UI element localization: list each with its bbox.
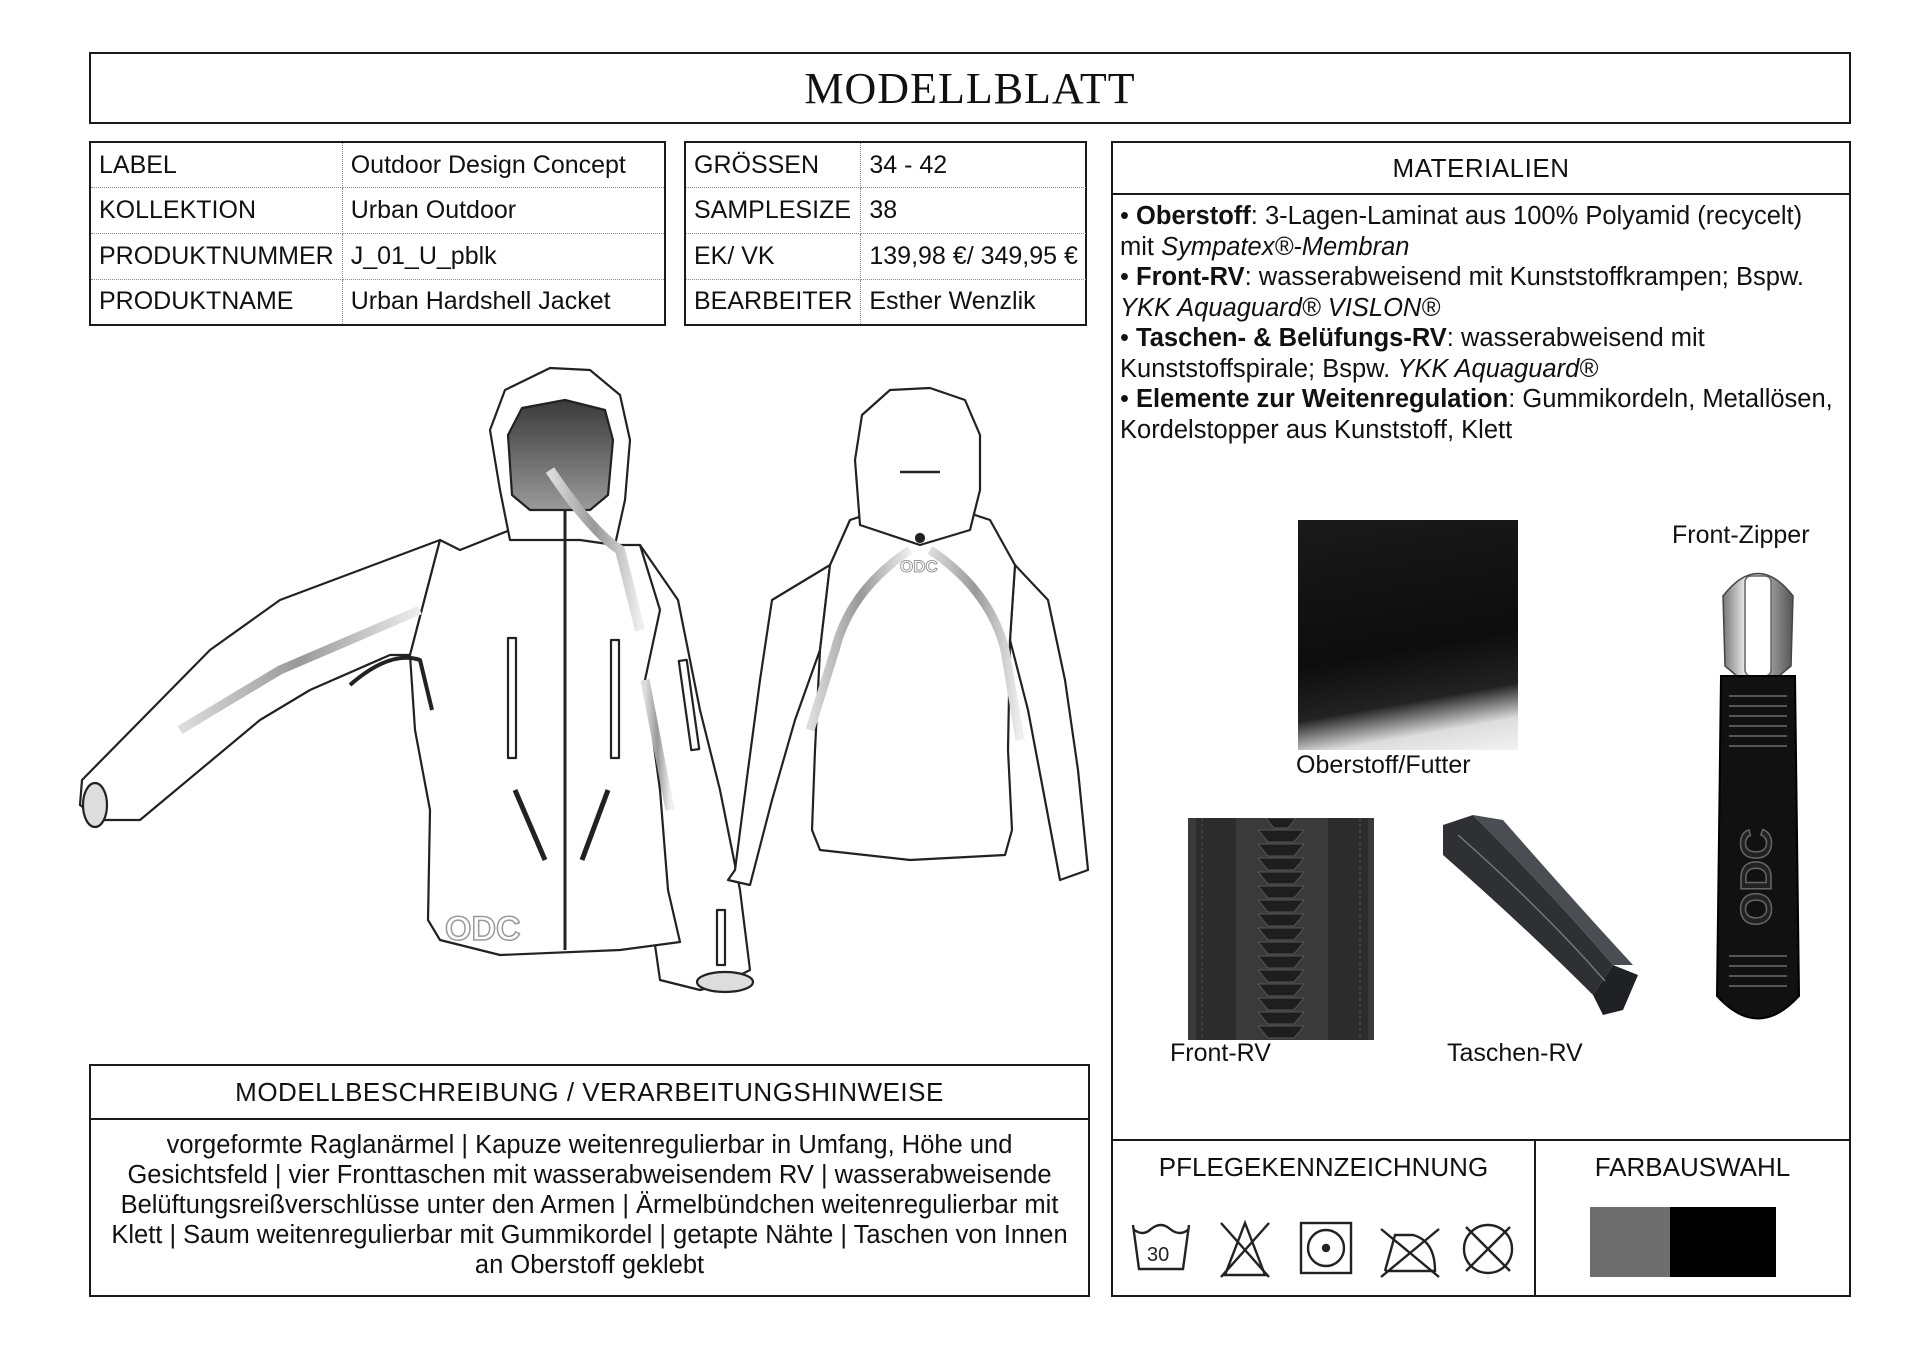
ek-vk-value: 139,98 €/ 349,95 € [861,233,1086,279]
no-iron-icon [1381,1229,1439,1277]
table-row [686,143,1086,188]
materials-box [1111,141,1851,1141]
front-view [80,368,753,992]
groessen-key: GRÖSSEN [686,143,861,188]
jacket-flat-drawing [60,350,1100,1010]
kollektion-key: KOLLEKTION [91,188,342,234]
materials-list [1120,201,1843,445]
produktnummer-key: PRODUKTNUMMER [91,233,342,279]
color-swatch-black[interactable] [1670,1207,1776,1277]
ek-vk-key: EK/ VK [686,233,861,279]
fabric-caption: Oberstoff/Futter [1296,751,1471,779]
materials-heading: MATERIALIEN [1113,143,1849,195]
svg-text:30: 30 [1147,1244,1170,1266]
material-item: • Oberstoff: 3-Lagen-Laminat aus 100% Polyamid (recycelt) mit Sympatex®-Membran [1120,202,1803,261]
bearbeiter-value: Esther Wenzlik [869,287,1036,316]
care-symbols [1111,1193,1536,1297]
table-row [91,188,664,234]
material-item: • Elemente zur Weitenregulation: Gummikordeln, Metallösen, Kordelstopper aus Kunststoff, Klett [1120,385,1833,444]
description-box [89,1064,1090,1297]
material-item: • Taschen- & Belüfungs-RV: wasserabweisend mit Kunststoffspirale; Bspw. YKK Aquaguard® [1120,324,1705,383]
color-swatches [1534,1193,1851,1297]
table-row [91,279,664,324]
table-row [91,143,664,188]
pocket-zip-image [1443,815,1643,1015]
description-heading: MODELLBESCHREIBUNG / VERARBEITUNGSHINWEISE [91,1066,1088,1120]
care-heading: PFLEGEKENNZEICHNUNG [1111,1141,1536,1195]
front-zip-image [1188,818,1374,1040]
produktnummer-value: J_01_U_pblk [342,233,664,279]
bearbeiter-key: BEARBEITER [686,279,861,324]
description-text: vorgeformte Raglanärmel | Kapuze weitenregulierbar in Umfang, Höhe und Gesichtsfeld | vier Fronttaschen mit wasserabweisendem RV | wasserabweisende Belüftungsreißverschlüsse unter den Armen | Ärmelbündchen weitenregulierbar mit Klett | Saum weitenregulierbar mit Gummikordel | getapte Nähte | Taschen von Innen an Oberstoff geklebt [111,1131,1068,1279]
no-dryclean-icon [1464,1225,1512,1273]
label-key: LABEL [91,143,342,188]
produktname-value: Urban Hardshell Jacket [350,287,611,316]
kollektion-value: Urban Outdoor [342,188,664,234]
pocket-zip-caption: Taschen-RV [1447,1039,1583,1067]
zipper-logo: ODC [1732,828,1781,926]
back-view [728,388,1088,885]
produktname-key: PRODUKTNAME [91,279,342,324]
page-title: MODELLBLATT [804,63,1136,113]
no-bleach-icon [1221,1223,1269,1277]
info-table-left [89,141,666,326]
jacket-logo-back: ODC [900,557,938,576]
fabric-swatch-image [1298,520,1518,750]
front-zip-caption: Front-RV [1170,1039,1271,1067]
zipper-caption: Front-Zipper [1672,521,1810,549]
jacket-logo-front: ODC [445,910,521,948]
groessen-value: 34 - 42 [861,143,1086,188]
label-value: Outdoor Design Concept [342,143,664,188]
color-swatch-grey[interactable] [1590,1207,1670,1277]
material-item: • Front-RV: wasserabweisend mit Kunststoffkrampen; Bspw. YKK Aquaguard® VISLON® [1120,263,1805,322]
color-heading: FARBAUSWAHL [1534,1141,1851,1195]
samplesize-key: SAMPLESIZE [686,188,861,234]
table-row [686,233,1086,279]
tumble-dry-icon [1301,1223,1351,1273]
table-row [91,233,664,279]
zipper-puller-image [1703,556,1813,1036]
samplesize-value: 38 [861,188,1086,234]
info-table-right [684,141,1087,326]
table-row [686,279,1086,324]
table-row [686,188,1086,234]
title-box [89,52,1851,124]
care-symbols-row [1113,1193,1533,1293]
wash-30-icon [1133,1225,1189,1269]
